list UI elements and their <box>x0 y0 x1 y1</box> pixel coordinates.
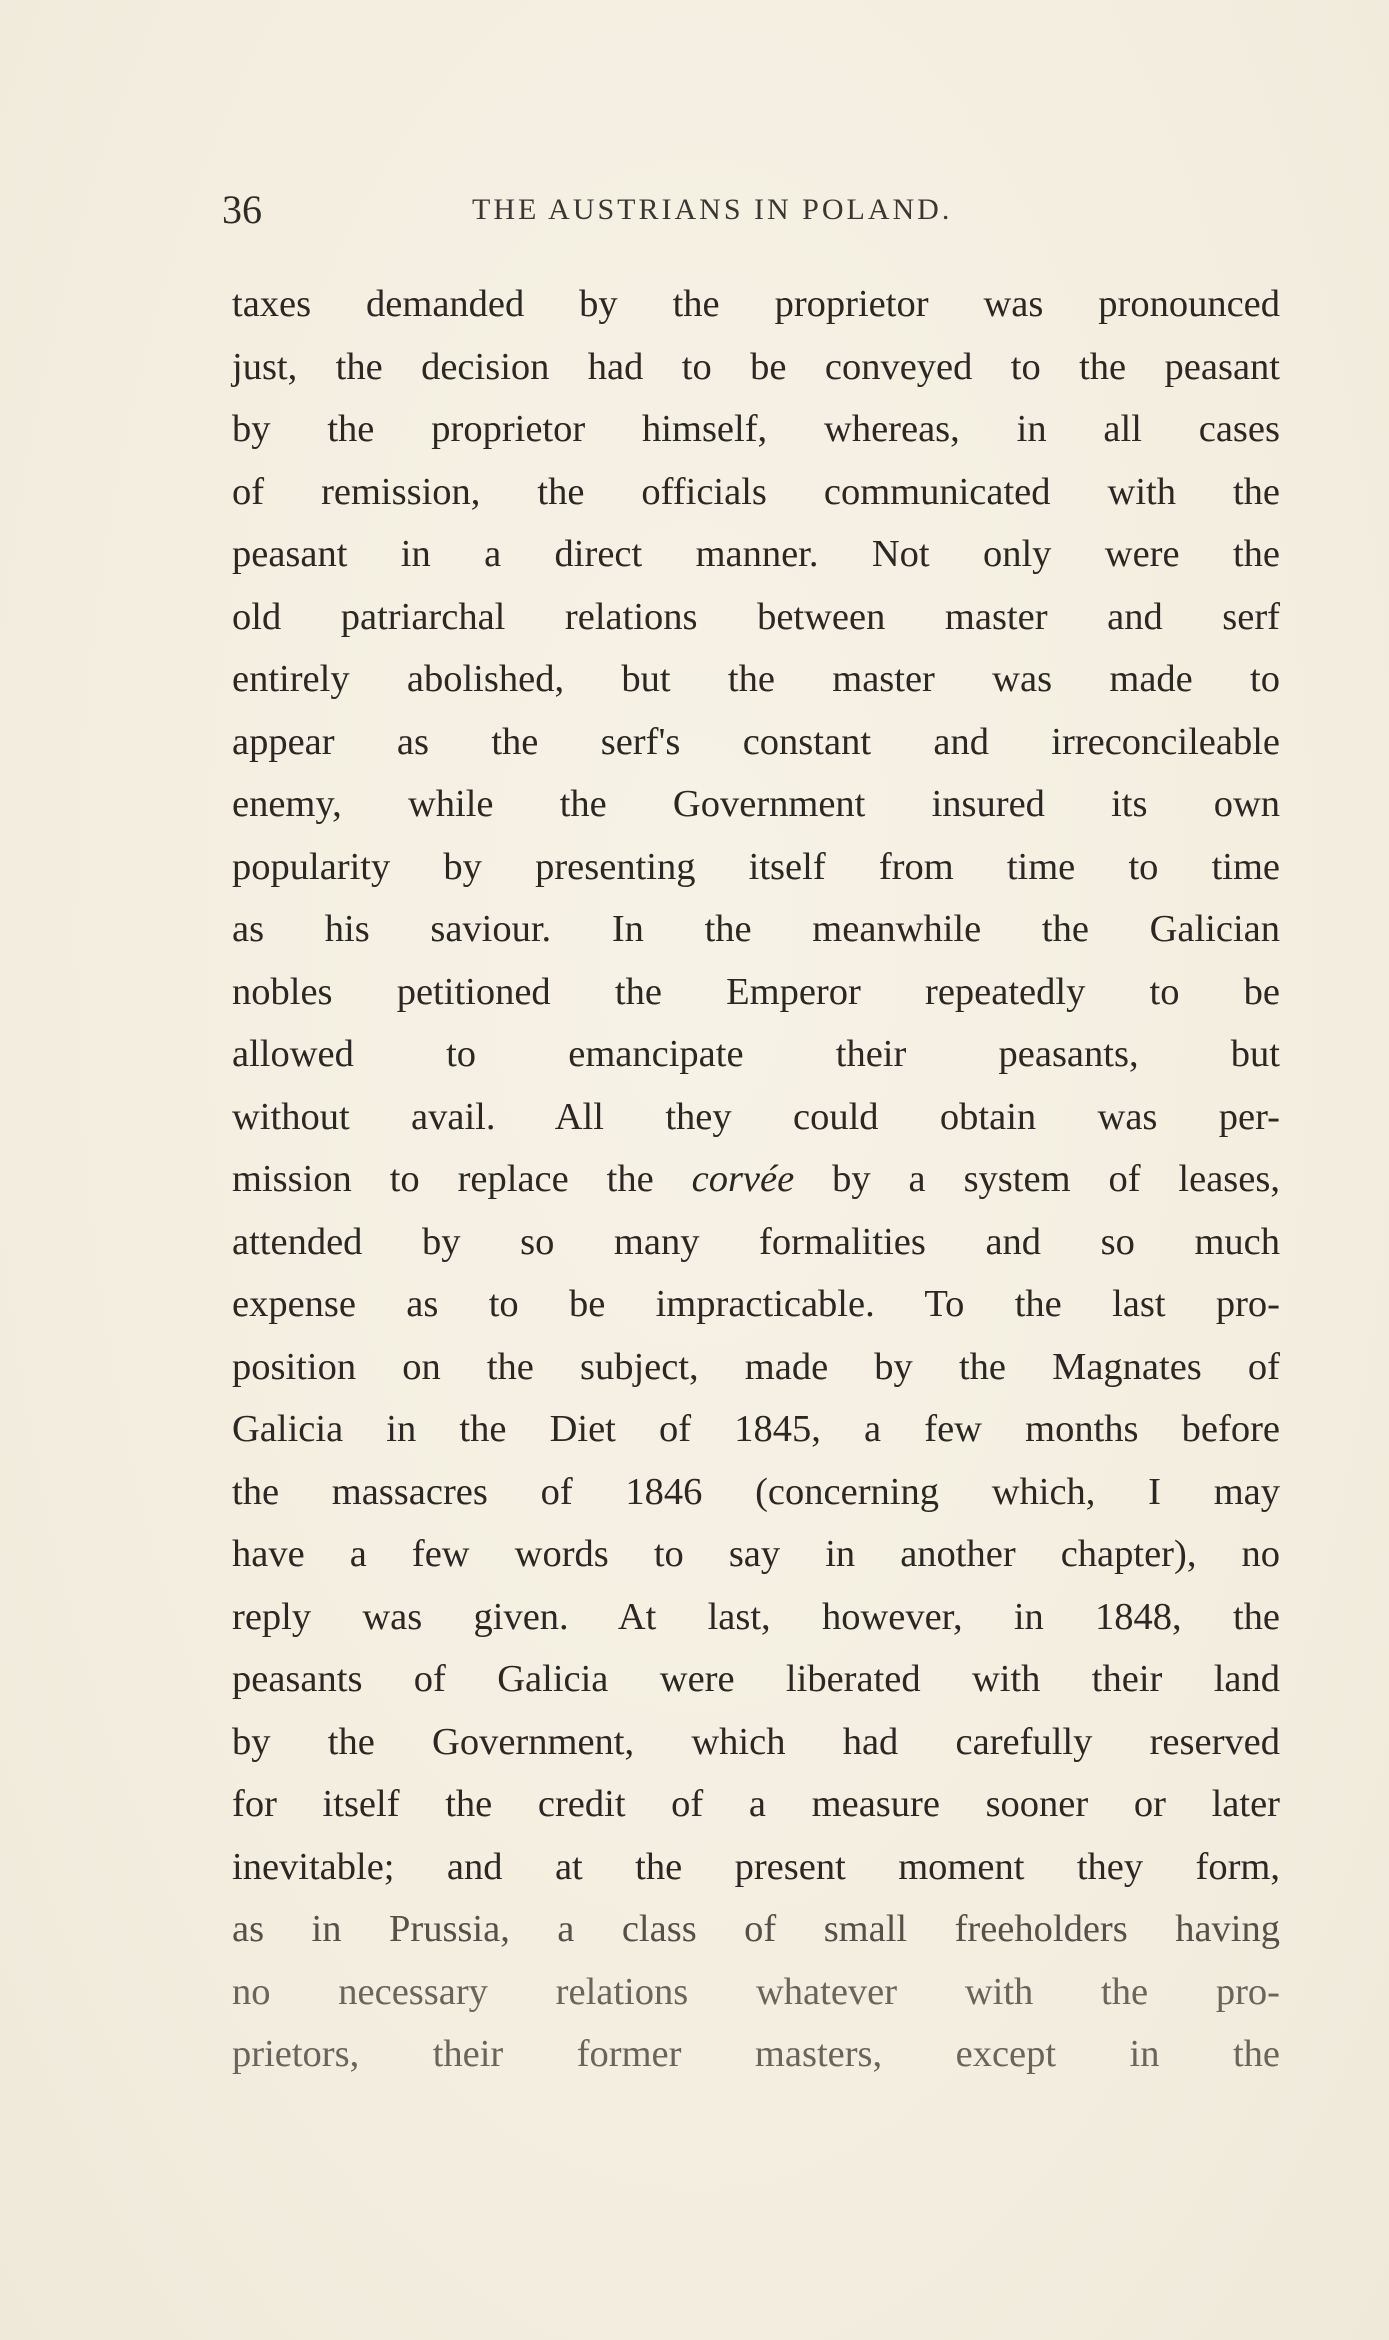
text-line: taxes demanded by the proprietor was pronounced <box>232 283 1280 325</box>
text-line: allowed to emancipate their peasants, but <box>232 1033 1280 1075</box>
text-segment: by a system of leases, <box>794 1158 1280 1200</box>
text-line: as his saviour. In the meanwhile the Galician <box>232 908 1280 950</box>
text-line: old patriarchal relations between master and serf <box>232 595 1280 638</box>
text-line: enemy, while the Government insured its own <box>232 783 1280 825</box>
text-line: prietors, their former masters, except in the <box>232 2033 1280 2075</box>
text-line: by the Government, which had carefully reserved <box>232 1720 1280 1763</box>
text-line: just, the decision had to be conveyed to the peasant <box>232 345 1280 388</box>
text-line: attended by so many formalities and so much <box>232 1220 1280 1263</box>
text-line: the massacres of 1846 (concerning which, I may <box>232 1470 1280 1513</box>
text-line: expense as to be impracticable. To the last pro- <box>232 1283 1280 1325</box>
italic-term: corvée <box>691 1158 795 1200</box>
text-line: position on the subject, made by the Magnates of <box>232 1345 1280 1388</box>
text-line: as in Prussia, a class of small freeholders having <box>232 1908 1280 1950</box>
body-text <box>232 273 1280 2086</box>
text-line: nobles petitioned the Emperor repeatedly to be <box>232 970 1280 1013</box>
text-line: peasants of Galicia were liberated with their land <box>232 1658 1280 1700</box>
text-line: appear as the serf's constant and irreconcileable <box>232 720 1280 763</box>
page-number: 36 <box>222 187 262 232</box>
running-title: THE AUSTRIANS IN POLAND. <box>472 193 953 226</box>
text-segment: mission to replace the <box>232 1158 692 1200</box>
text-line: entirely abolished, but the master was made to <box>232 658 1280 700</box>
text-line: without avail. All they could obtain was per- <box>232 1095 1280 1138</box>
text-line: inevitable; and at the present moment they form, <box>232 1845 1280 1888</box>
text-line: for itself the credit of a measure sooner or later <box>232 1783 1280 1825</box>
text-line: Galicia in the Diet of 1845, a few months before <box>232 1408 1280 1450</box>
running-head <box>222 180 1282 240</box>
text-line: by the proprietor himself, whereas, in all cases <box>232 408 1280 450</box>
text-line: reply was given. At last, however, in 1848, the <box>232 1595 1280 1638</box>
text-line: peasant in a direct manner. Not only were the <box>232 533 1280 575</box>
text-line: of remission, the officials communicated with the <box>232 470 1280 513</box>
text-line: no necessary relations whatever with the pro- <box>232 1970 1280 2013</box>
text-line: popularity by presenting itself from time to time <box>232 845 1280 888</box>
text-line: have a few words to say in another chapter), no <box>232 1533 1280 1575</box>
text-line-with-italic <box>232 1148 1280 1211</box>
